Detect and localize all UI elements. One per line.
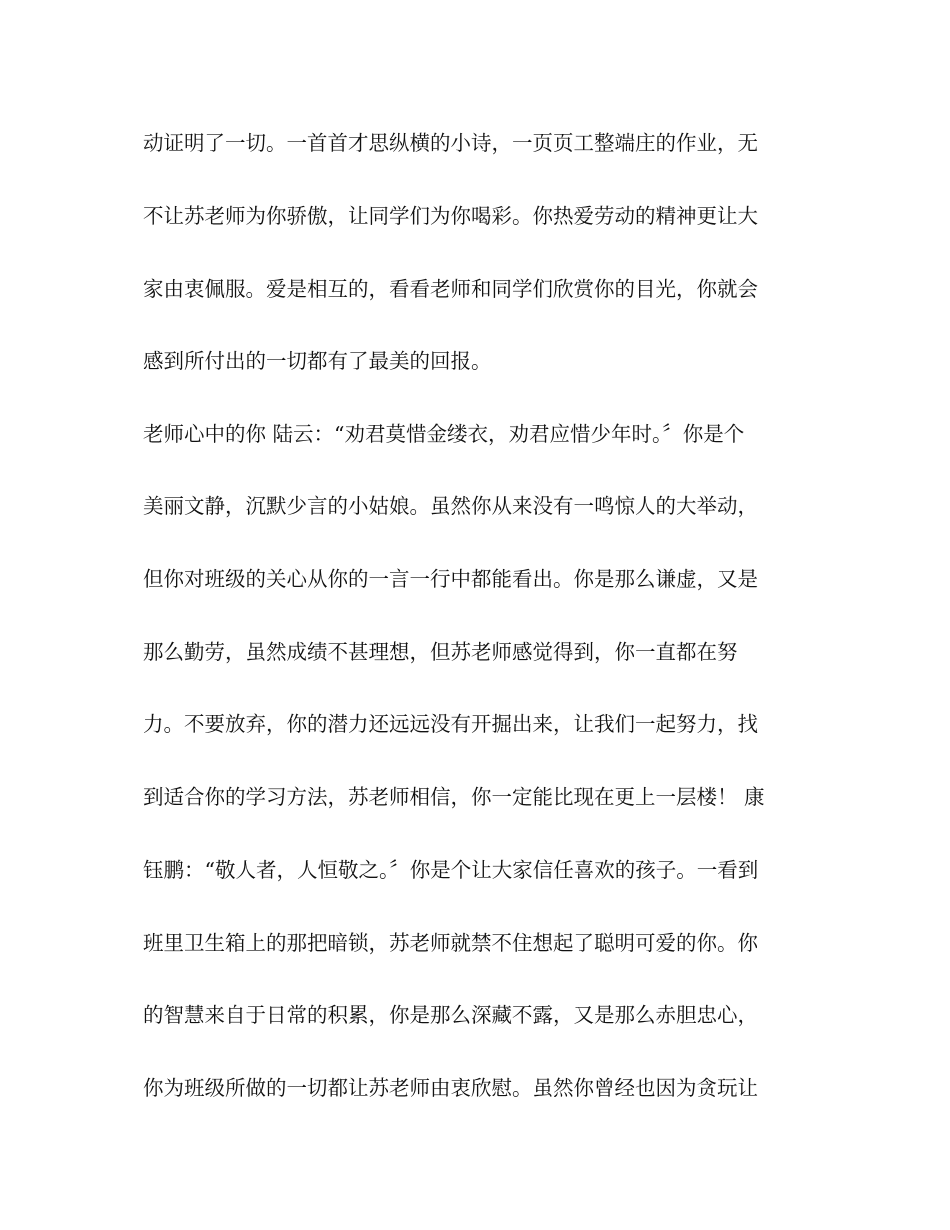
text-line-2: 不让苏老师为你骄傲，让同学们为你喝彩。你热爱劳动的精神更让大 <box>143 204 758 228</box>
text-line-9: 力。不要放弃，你的潜力还远远没有开掘出来，让我们一起努力，找 <box>143 712 758 736</box>
text-line-7: 但你对班级的关心从你的一言一行中都能看出。你是那么谦虚，又是 <box>143 567 758 591</box>
text-line-12: 班里卫生箱上的那把暗锁，苏老师就禁不住想起了聪明可爱的你。你 <box>143 931 758 955</box>
text-line-14: 你为班级所做的一切都让苏老师由衷欣慰。虽然你曾经也因为贪玩让 <box>143 1076 758 1100</box>
text-line-10: 到适合你的学习方法，苏老师相信，你一定能比现在更上一层楼！ 康 <box>143 785 765 809</box>
text-line-11: 钰鹏：“敬人者，人恒敬之。〞你是个让大家信任喜欢的孩子。一看到 <box>143 858 759 882</box>
text-line-8: 那么勤劳，虽然成绩不甚理想，但苏老师感觉得到，你一直都在努 <box>143 640 738 664</box>
text-line-3: 家由衷佩服。爱是相互的，看看老师和同学们欣赏你的目光，你就会 <box>143 277 758 301</box>
text-line-4: 感到所付出的一切都有了最美的回报。 <box>143 349 492 373</box>
text-line-6: 美丽文静，沉默少言的小姑娘。虽然你从来没有一鸣惊人的大举动， <box>143 494 758 518</box>
text-line-5: 老师心中的你 陆云：“劝君莫惜金缕衣，劝君应惜少年时。〞你是个 <box>143 422 745 446</box>
text-line-13: 的智慧来自于日常的积累，你是那么深藏不露，又是那么赤胆忠心， <box>143 1003 758 1027</box>
text-line-1: 动证明了一切。一首首才思纵横的小诗，一页页工整端庄的作业，无 <box>143 131 758 155</box>
